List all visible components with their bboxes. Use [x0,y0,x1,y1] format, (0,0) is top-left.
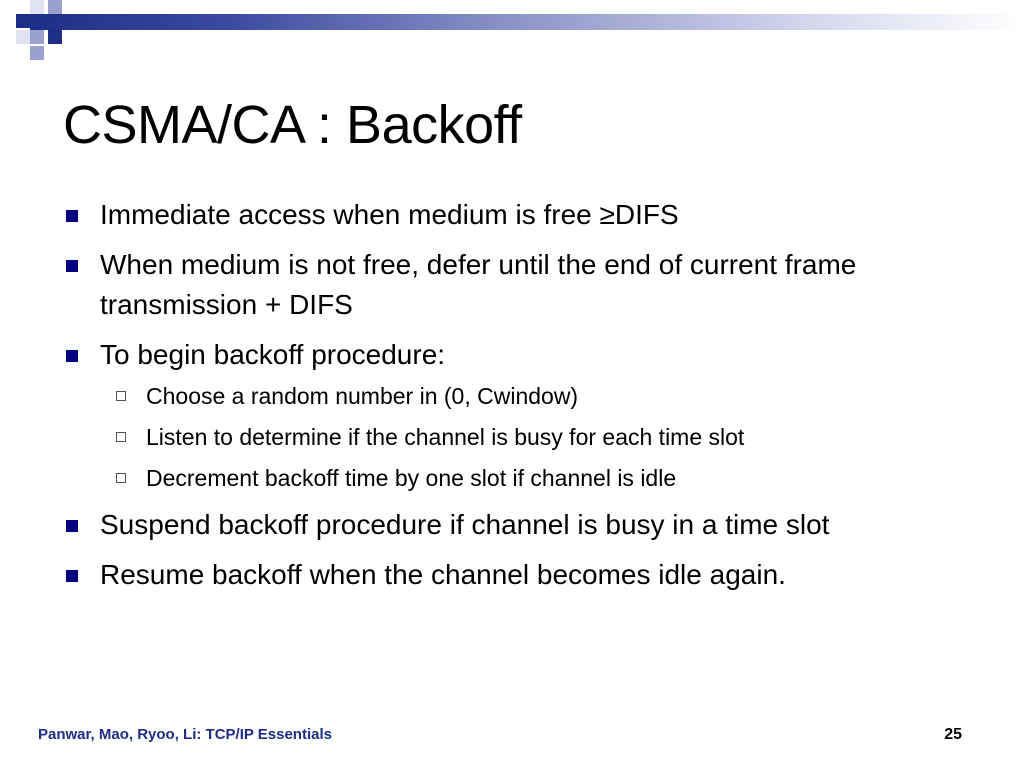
decorative-square [16,14,30,28]
decorative-square [30,0,44,14]
square-bullet-icon [66,350,78,362]
bullet-item [63,555,963,595]
bullet-item [63,195,963,235]
decorative-square [16,30,30,44]
decorative-square [48,0,62,14]
page-number: 25 [944,726,962,743]
sub-bullet-text: Listen to determine if the channel is busy for each time slot [146,424,745,450]
square-bullet-icon [66,210,78,222]
sub-bullet-item [100,422,963,452]
sub-bullet-list [100,381,963,493]
hollow-square-bullet-icon [116,473,126,483]
sub-bullet-item [100,381,963,411]
bullet-item [63,245,963,325]
bullet-text: Suspend backoff procedure if channel is busy in a time slot [100,509,830,540]
bullet-text: When medium is not free, defer until the end of current frame transmission + DIFS [100,249,857,320]
decorative-square [30,30,44,44]
sub-bullet-text: Choose a random number in (0, Cwindow) [146,383,579,409]
bullet-text: Immediate access when medium is free ≥DIFS [100,199,679,230]
decorative-header [0,0,1024,70]
bullet-text: Resume backoff when the channel becomes idle again. [100,559,786,590]
footer-authors: Panwar, Mao, Ryoo, Li: TCP/IP Essentials [38,726,332,743]
square-bullet-icon [66,520,78,532]
header-gradient-bar [30,14,1024,30]
square-bullet-icon [66,570,78,582]
hollow-square-bullet-icon [116,432,126,442]
decorative-square [48,30,62,44]
slide-title: CSMA/CA : Backoff [63,95,522,155]
bullet-item [63,335,963,493]
bullet-list [63,195,963,605]
square-bullet-icon [66,260,78,272]
hollow-square-bullet-icon [116,391,126,401]
decorative-square [30,46,44,60]
sub-bullet-text: Decrement backoff time by one slot if channel is idle [146,465,677,491]
sub-bullet-item [100,463,963,493]
bullet-text: To begin backoff procedure: [100,339,446,370]
bullet-item [63,505,963,545]
